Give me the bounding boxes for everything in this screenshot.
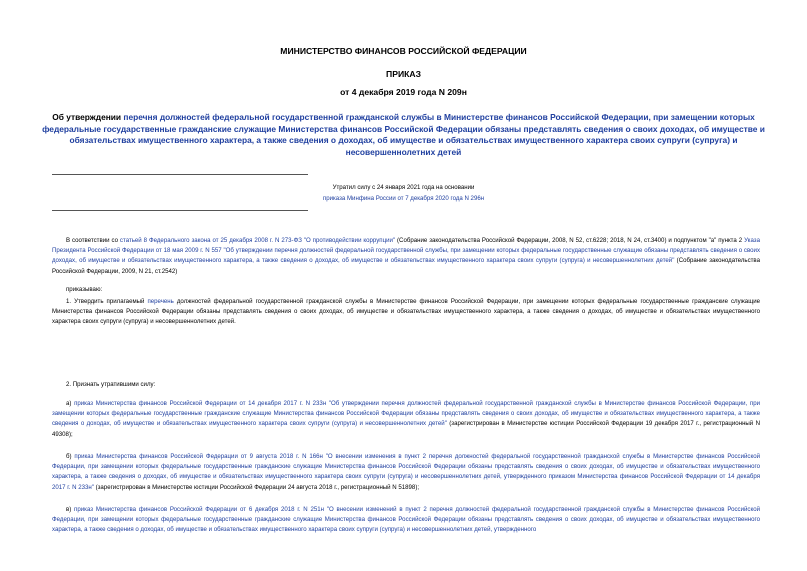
date-number-heading: от 4 декабря 2019 года N 209н	[340, 87, 467, 97]
item-2b-text: (зарегистрирован в Министерстве юстиции Российской Федерации 24 августа 2018 г., регистрационный N 51898);	[93, 483, 420, 491]
item-2a-paragraph	[52, 399, 760, 440]
order-word: приказываю:	[66, 286, 103, 293]
divider-top	[52, 174, 308, 175]
item-1-text-2: должностей федеральной государственной гражданской службы в Министерстве финансов Российской Федерации, при замещении которых федеральные государственные гражданские служащие Министерства финансов Российской Федерации обязаны представлять сведения о своих доходах, об имуществе и обязательствах имущественного характера, а также сведения о доходах, об имуществе и обязательствах имущественного характера своих супруги (супруга) и несовершеннолетних детей.	[52, 298, 760, 326]
item-2-heading: 2. Признать утратившими силу:	[66, 381, 156, 388]
divider-bottom	[52, 210, 308, 211]
title-link[interactable]: перечня должностей федеральной государственной гражданской службы в Министерстве финансов Российской Федерации, при замещении которых федеральные государственные гражданские служащие Министерства финансов Российской Федерации обязаны представлять сведения о своих доходах, об имуществе и обязательствах имущественного характера, а также сведения о доходах, об имуществе и обязательствах имущественного характера своих супруги (супруга) и несовершеннолетних детей	[42, 112, 765, 157]
item-2b-letter: б)	[66, 453, 75, 460]
item-2v-letter: в)	[66, 506, 75, 513]
item-1-text-1: 1. Утвердить прилагаемый	[66, 298, 148, 305]
revocation-line1: Утратил силу с 24 января 2021 года на основании	[332, 184, 475, 191]
item-2b-paragraph	[52, 452, 760, 493]
item-1-list-link[interactable]: перечень	[147, 298, 174, 305]
item-2v-link[interactable]: приказ Министерства финансов Российской Федерации от 6 декабря 2018 г. N 251н "О внесении изменений в пункт 2 перечня должностей федеральной государственной гражданской службы в Министерстве финансов Российской Федерации, при замещении которых федеральные государственные гражданские служащие Министерства финансов Российской Федерации обязаны представлять сведения о своих доходах, об имуществе и обязательствах имущественного характера, а также сведения о доходах, об имуществе и обязательствах имущественного характера своих супруги (супруга) и несовершеннолетних детей, утвержденного	[52, 506, 760, 534]
title-prefix: Об утверждении	[52, 112, 124, 122]
item-2b-link[interactable]: приказ Министерства финансов Российской Федерации от 9 августа 2018 г. N 166н "О внесении изменения в пункт 2 перечня должностей федеральной государственной гражданской службы в Министерстве финансов Российской Федерации, при замещении которых федеральные государственные гражданские служащие Министерства финансов Российской Федерации обязаны представлять сведения о своих доходах, об имуществе и обязательствах имущественного характера, а также сведения о доходах, об имуществе и обязательствах имущественного характера своих супруги (супруга) и несовершеннолетних детей, утвержденного приказом Министерства финансов Российской Федерации от 14 декабря 2017 г. N 233н"	[52, 453, 760, 491]
preamble-text-2: (Собрание законодательства Российской Федерации, 2008, N 52, ст.6228; 2018, N 24, ст.3400) и подпунктом "а" пункта 2	[395, 237, 745, 244]
preamble-law-link[interactable]: статьей 8 Федерального закона от 25 декабря 2008 г. N 273-ФЗ "О противодействии коррупции"	[119, 237, 396, 244]
item-2a-letter: а)	[66, 400, 75, 407]
revocation-link[interactable]: приказа Минфина России от 7 декабря 2020 года N 296н	[322, 195, 485, 202]
preamble-text-1: В соответствии со	[66, 237, 120, 244]
preamble-text-3: (Собрание законодательства Российской Федерации, 2009, N 21, ст.2542)	[52, 257, 760, 275]
ministry-heading: МИНИСТЕРСТВО ФИНАНСОВ РОССИЙСКОЙ ФЕДЕРАЦИИ	[280, 46, 527, 56]
preamble-decree-link[interactable]: Указа Президента Российской Федерации от 18 мая 2009 г. N 557 "Об утверждении перечня должностей федеральной государственной службы, при замещении которых федеральные государственные служащие обязаны представлять сведения о своих доходах, об имуществе и обязательствах имущественного характера, а также сведения о доходах, об имуществе и обязательствах имущественного характера своих супруги (супруга) и несовершеннолетних детей"	[52, 237, 760, 265]
item-2v-paragraph	[52, 505, 760, 536]
item-2a-link[interactable]: приказ Министерства финансов Российской Федерации от 14 декабря 2017 г. N 233н "Об утверждении перечня должностей федеральной государственной гражданской службы в Министерстве финансов Российской Федерации, при замещении которых федеральные государственные гражданские служащие Министерства финансов Российской Федерации обязаны представлять сведения о своих доходах, об имуществе и обязательствах имущественного характера, а также сведения о доходах, об имуществе и обязательствах имущественного характера своих супруги (супруга) и несовершеннолетних детей"	[52, 400, 760, 428]
item-1-paragraph	[52, 297, 760, 328]
document-title	[40, 112, 767, 158]
item-2a-text: (зарегистрирован в Министерстве юстиции Российской Федерации 19 декабря 2017 г., регистрационный N 49308);	[52, 420, 760, 438]
preamble-paragraph	[52, 236, 760, 277]
doc-type-heading: ПРИКАЗ	[386, 69, 421, 79]
